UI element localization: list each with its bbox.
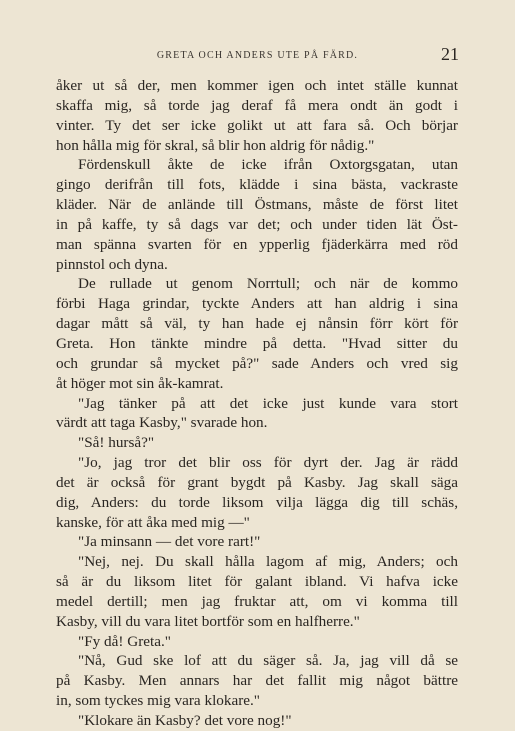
text-line: De rullade ut genom Norrtull; och när de kommo: [78, 275, 458, 293]
text-line: "Klokare än Kasby? det vore nog!": [78, 712, 292, 729]
text-line: in på kaffe, ty så dags var det; och under tiden lät Öst-: [56, 215, 458, 233]
text-line: det är också för grant bygdt på Kasby. Jag skall säga: [56, 473, 458, 491]
text-line: vinter. Ty det ser icke golikt ut att fara så. Och börjar: [56, 116, 458, 134]
text-line: "Fy då! Greta.": [78, 632, 171, 650]
text-line: förbi Haga grindar, tyckte Anders att han aldrig i sina: [56, 295, 458, 313]
text-line: skaffa mig, så torde jag deraf få mera ondt än godt i: [56, 96, 458, 114]
text-line: och grundar så mycket på?" sade Anders och vred sig: [56, 354, 458, 372]
text-line: värdt att taga Kasby," svarade hon.: [56, 414, 268, 432]
text-line: hon hålla mig för skral, så blir hon aldrig för nådig.": [56, 136, 375, 154]
text-line: in, som tyckes mig vara klokare.": [56, 692, 261, 710]
text-line: man spänna svarten för en ypperlig fjäderkärra med röd: [56, 235, 458, 253]
text-line: kanske, för att åka med mig —": [56, 513, 250, 531]
text-line: "Nå, Gud ske lof att du säger så. Ja, jag vill då se: [78, 652, 458, 670]
text-line: kläder. När de anlände till Östmans, måste de först litet: [56, 196, 458, 214]
text-line: på Kasby. Men annars har det fallit mig något bättre: [56, 672, 458, 690]
text-line: "Nej, nej. Du skall hålla lagom af mig, Anders; och: [78, 553, 458, 571]
running-title: GRETA OCH ANDERS UTE PÅ FÄRD.: [156, 50, 359, 61]
page-number: 21: [441, 44, 459, 64]
text-line: pinnstol och dyna.: [56, 255, 168, 273]
text-line: Fördenskull åkte de icke ifrån Oxtorgsgatan, utan: [78, 156, 458, 174]
body-text: [56, 76, 458, 731]
page-header: [0, 44, 515, 66]
text-line: Kasby, vill du vara litet bortför som en halfherre.": [56, 612, 360, 630]
text-line: åt höger mot sin åk-kamrat.: [56, 374, 224, 392]
text-line: dig, Anders: du torde liksom vilja lägga dig till schäs,: [56, 493, 458, 511]
text-line: "Jo, jag tror det blir oss för dyrt der. Jag är rädd: [78, 454, 458, 472]
text-line: så är du liksom litet för galant ibland. Vi hafva icke: [56, 573, 458, 591]
text-line: "Så! hurså?": [78, 434, 155, 452]
text-line: gingo derifrån till fots, klädde i sina bästa, vackraste: [56, 176, 458, 194]
text-line: medel dertill; men jag fruktar att, om vi komma till: [56, 592, 458, 610]
text-line: åker ut så der, men kommer igen och intet ställe kunnat: [56, 77, 458, 94]
text-line: Greta. Hon tänkte mindre på detta. "Hvad sitter du: [56, 334, 458, 352]
text-line: "Jag tänker på att det icke just kunde vara stort: [78, 394, 458, 412]
text-line: "Ja minsann — det vore rart!": [78, 533, 261, 551]
text-line: dagar mått så väl, ty han hade ej nånsin förr kört för: [56, 315, 458, 333]
